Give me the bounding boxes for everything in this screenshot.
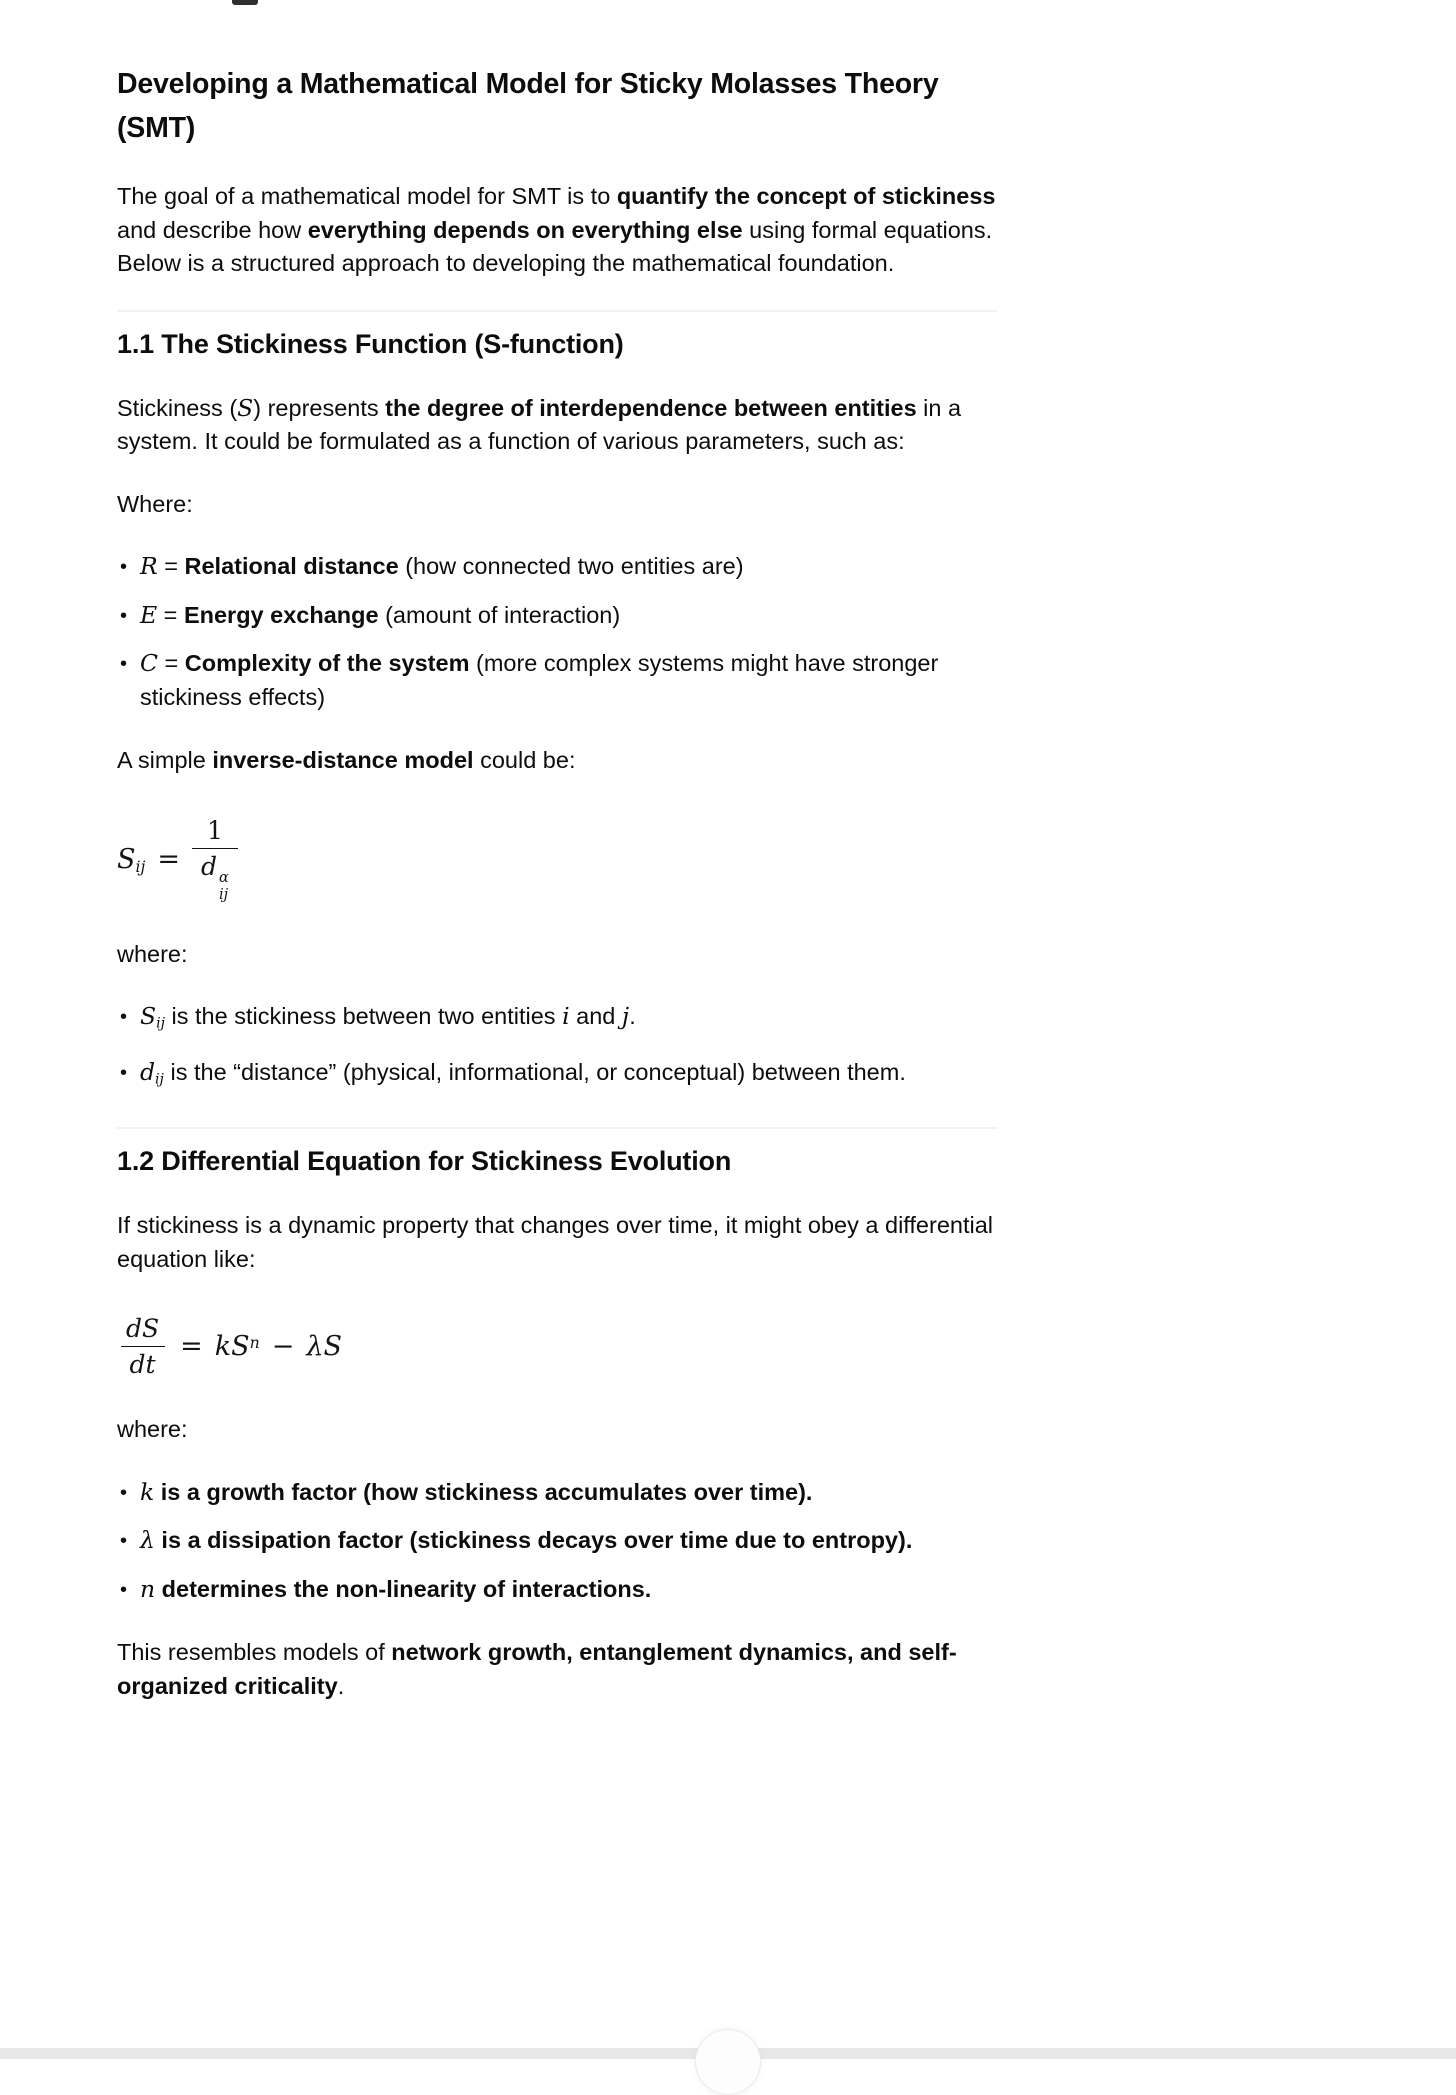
s12-where-label: where: — [117, 1416, 188, 1443]
s11-definition-list — [117, 1000, 997, 1097]
minus-sign: − — [271, 1331, 295, 1363]
list-item: • E = Energy exchange (amount of interaction) — [117, 599, 997, 633]
fraction-numerator: dS — [126, 1314, 160, 1344]
list-item: • λ is a dissipation factor (stickiness decays over time due to entropy). — [117, 1524, 997, 1558]
list-item: • C = Complexity of the system (more complex systems might have stronger stickiness effects) — [117, 647, 997, 714]
list-item: • $S_{ij}$ is the stickiness between two entities i and j. — [117, 1000, 997, 1041]
section-1-1-heading: 1.1 The Stickiness Function (S-function) — [117, 328, 624, 359]
fraction — [117, 1314, 168, 1379]
s11-model-intro: A simple inverse-distance model could be: — [117, 747, 576, 773]
list-item: • $d_{ij}$ is the “distance” (physical, informational, or conceptual) between them. — [117, 1056, 997, 1097]
intro-paragraph: The goal of a mathematical model for SMT is to quantify the concept of stickiness and describe how everything depends on everything else using formal equations. Below is a structured approach to developing the mathematical foundation. — [117, 183, 996, 276]
list-item: • R = Relational distance (how connected two entities are) — [117, 550, 997, 584]
section-divider — [117, 310, 997, 312]
document-title: Developing a Mathematical Model for Sticky Molasses Theory (SMT) — [117, 68, 939, 144]
fraction-denominator: dt — [121, 1346, 165, 1379]
fraction — [192, 816, 238, 904]
s12-closing-paragraph: This resembles models of network growth, entanglement dynamics, and self-organized criticality. — [117, 1639, 957, 1699]
fraction-denominator: d α ij — [192, 848, 238, 904]
s12-paragraph: If stickiness is a dynamic property that changes over time, it might obey a differential equation like: — [117, 1212, 994, 1272]
equals-sign: = — [180, 1331, 203, 1363]
formula-lhs: $S_{ij}$ — [117, 843, 146, 876]
formula-stickiness-evolution — [117, 1314, 997, 1379]
section-divider — [117, 1127, 997, 1129]
list-item: • n determines the non-linearity of interactions. — [117, 1573, 997, 1607]
list-item: • k is a growth factor (how stickiness accumulates over time). — [117, 1476, 997, 1510]
s11-parameter-list — [117, 550, 997, 714]
s11-paragraph: Stickiness (S) represents the degree of interdependence between entities in a system. It could be formulated as a function of various parameters, such as: — [117, 393, 962, 454]
equals-sign: = — [157, 844, 180, 876]
document — [117, 62, 997, 1732]
formula-inverse-distance — [117, 816, 997, 904]
formula-term-growth: $kS^n$ — [214, 1331, 260, 1363]
formula-term-decay: λS — [306, 1331, 342, 1363]
s11-where-label: Where: — [117, 490, 193, 517]
section-1-2-heading: 1.2 Differential Equation for Stickiness Evolution — [117, 1146, 732, 1177]
fraction-numerator: 1 — [206, 815, 223, 845]
top-edge-artifact — [232, 0, 258, 5]
s12-definition-list — [117, 1476, 997, 1607]
s11-where2-label: where: — [117, 940, 188, 967]
scroll-down-button[interactable] — [695, 2029, 761, 2095]
